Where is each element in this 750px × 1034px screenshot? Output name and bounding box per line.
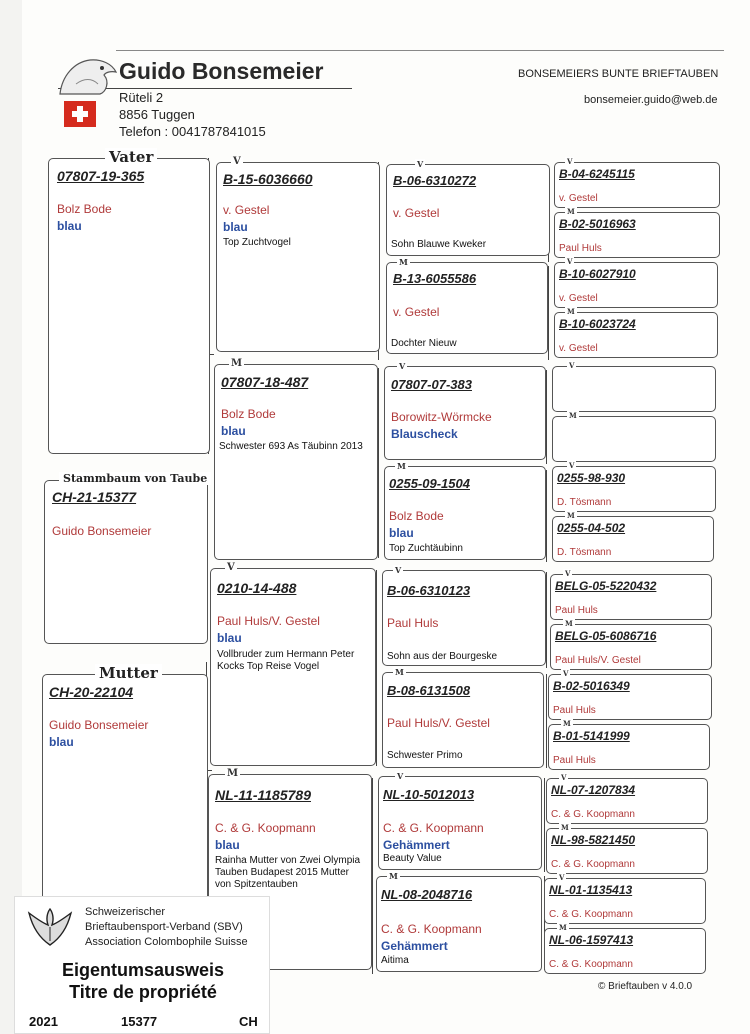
- gen4-ring: BELG-05-5220432: [555, 579, 657, 593]
- gen3-breeder: Borowitz-Wörmcke: [391, 410, 492, 424]
- connector: [546, 572, 547, 668]
- gen4-box-7: [552, 511, 714, 562]
- sex-tag-v: V: [567, 157, 573, 166]
- gen4-ring: B-01-5141999: [553, 729, 630, 743]
- gen4-ring: NL-07-1207834: [551, 783, 636, 797]
- gen4-box-9: [550, 619, 712, 670]
- gen3-breeder: v. Gestel: [393, 305, 440, 319]
- gen2-breeder: C. & G. Koopmann: [215, 821, 316, 835]
- gen4-box-13: [546, 823, 708, 874]
- address-phone: Telefon : 0041787841015: [119, 124, 266, 139]
- gen4-breeder: C. & G. Koopmann: [549, 959, 633, 970]
- sex-tag-m: M: [559, 923, 567, 932]
- connector: [546, 674, 547, 768]
- sex-tag-v: V: [561, 773, 567, 782]
- gen4-breeder: C. & G. Koopmann: [551, 809, 635, 820]
- card-org-2: Brieftaubensport-Verband (SBV): [85, 921, 243, 933]
- sex-tag-v: V: [227, 562, 235, 573]
- gen3-note: Sohn Blauwe Kweker: [391, 239, 487, 250]
- sire-breeder: Bolz Bode: [57, 202, 112, 216]
- gen4-box-3: [554, 307, 718, 358]
- sex-tag-m: M: [567, 511, 575, 520]
- address-street: Rüteli 2: [119, 90, 164, 105]
- gen4-ring: NL-06-1597413: [549, 933, 634, 947]
- email: bonsemeier.guido@web.de: [584, 94, 718, 106]
- sex-tag-m: M: [399, 257, 408, 267]
- address-city: 8856 Tuggen: [119, 107, 195, 122]
- gen2-breeder: Paul Huls/V. Gestel: [217, 614, 320, 628]
- gen4-box-10: [548, 669, 712, 720]
- gen4-ring: B-02-5016349: [553, 679, 630, 693]
- gen3-color: blau: [389, 526, 414, 540]
- sex-tag-m: M: [561, 823, 569, 832]
- gen4-ring: B-02-5016963: [559, 217, 636, 231]
- sex-tag-m: M: [565, 619, 573, 628]
- gen3-box-7: [376, 871, 542, 972]
- gen2-box-1: [214, 358, 378, 560]
- gen3-ring: 0255-09-1504: [389, 476, 470, 491]
- gen3-ring: NL-08-2048716: [381, 887, 473, 902]
- gen3-note: Sohn aus der Bourgeske: [387, 651, 498, 662]
- card-org-1: Schweizerischer: [85, 906, 166, 918]
- sex-tag-m: M: [567, 307, 575, 316]
- gen4-breeder: Paul Huls: [553, 755, 596, 766]
- sex-tag-v: V: [559, 873, 565, 882]
- sex-tag-v: V: [417, 159, 424, 169]
- gen4-ring: B-04-6245115: [559, 167, 635, 181]
- gen2-color: blau: [223, 220, 248, 234]
- dam-breeder: Guido Bonsemeier: [49, 718, 149, 732]
- gen2-note: Vollbruder zum Hermann Peter Kocks Top Reise Vogel: [217, 649, 355, 672]
- sex-tag-m: M: [231, 358, 243, 369]
- gen4-breeder: Paul Huls: [555, 605, 598, 616]
- gen4-box-4: [552, 361, 716, 412]
- gen4-ring: NL-01-1135413: [549, 883, 633, 897]
- gen2-note: Rainha Mutter von Zwei Olympia Tauben Budapest 2015 Mutter von Spitzentauben: [215, 855, 361, 890]
- connector: [544, 778, 545, 872]
- gen4-box-12: [546, 773, 708, 824]
- gen4-box-5: [552, 411, 716, 462]
- gen2-box-0: [216, 156, 380, 352]
- gen3-note: Beauty Value: [383, 853, 442, 864]
- gen4-ring: B-10-6023724: [559, 317, 636, 331]
- gen4-breeder: v. Gestel: [559, 193, 598, 204]
- gen3-note: Dochter Nieuw: [391, 338, 457, 349]
- gen3-color: Gehämmert: [383, 838, 450, 852]
- sex-tag-m: M: [567, 207, 575, 216]
- loft-name: BONSEMEIERS BUNTE BRIEFTAUBEN: [518, 68, 719, 80]
- gen3-ring: NL-10-5012013: [383, 787, 475, 802]
- gen3-box-4: [382, 565, 546, 666]
- gen4-breeder: D. Tösmann: [557, 497, 612, 508]
- gen4-box-2: [554, 257, 718, 308]
- pigeon-box: [44, 472, 208, 644]
- sex-tag-v: V: [395, 565, 402, 575]
- gen2-note: Top Zuchtvogel: [223, 237, 291, 248]
- sex-tag-v: V: [399, 361, 406, 371]
- sire-box: [48, 148, 210, 454]
- gen3-box-6: [378, 771, 542, 870]
- pigeon-ring: CH-21-15377: [52, 489, 137, 505]
- gen2-ring: 07807-18-487: [221, 374, 309, 390]
- sire-color: blau: [57, 219, 82, 233]
- gen4-ring: 0255-04-502: [557, 521, 626, 535]
- card-year: 2021: [29, 1014, 58, 1029]
- gen4-breeder: Paul Huls: [559, 243, 602, 254]
- gen3-box-3: [384, 461, 546, 560]
- card-title-de: Eigentumsausweis: [61, 960, 225, 980]
- gen3-breeder: v. Gestel: [393, 206, 440, 220]
- gen3-breeder: Paul Huls: [387, 616, 439, 630]
- sex-tag-m: M: [397, 461, 406, 471]
- dove-emblem-icon: [27, 907, 73, 947]
- connector: [376, 570, 377, 766]
- gen3-note: Schwester Primo: [387, 750, 463, 761]
- gen4-breeder: C. & G. Koopmann: [551, 859, 635, 870]
- card-org-3: Association Colombophile Suisse: [85, 936, 248, 948]
- gen3-color: Gehämmert: [381, 939, 448, 953]
- gen4-box-1: [554, 207, 720, 258]
- card-number: 15377: [121, 1014, 158, 1029]
- sex-tag-m: M: [389, 871, 398, 881]
- gen3-breeder: C. & G. Koopmann: [383, 821, 484, 835]
- gen2-ring: NL-11-1185789: [215, 787, 311, 803]
- connector: [372, 778, 373, 974]
- gen2-ring: 0210-14-488: [217, 580, 297, 596]
- connector: [546, 370, 547, 464]
- gen3-ring: B-08-6131508: [387, 683, 471, 698]
- sex-tag-m: M: [563, 719, 571, 728]
- gen3-note: Top Zuchtäubinn: [389, 543, 463, 554]
- gen3-ring: B-06-6310272: [393, 173, 477, 188]
- sire-ring: 07807-19-365: [57, 168, 145, 184]
- sex-tag-m: M: [569, 411, 577, 420]
- gen2-color: blau: [215, 838, 240, 852]
- swiss-flag: [64, 101, 96, 127]
- gen3-box-2: [384, 361, 546, 460]
- gen4-breeder: Paul Huls/V. Gestel: [555, 655, 641, 666]
- gen4-breeder: Paul Huls: [553, 705, 596, 716]
- sire-title: Vater: [105, 148, 157, 166]
- gen4-breeder: v. Gestel: [559, 293, 598, 304]
- card-country: CH: [239, 1014, 258, 1029]
- gen4-box-15: [544, 923, 706, 974]
- gen4-box-6: [552, 461, 716, 512]
- sex-tag-m: M: [395, 667, 404, 677]
- gen4-breeder: C. & G. Koopmann: [549, 909, 633, 920]
- gen2-breeder: Bolz Bode: [221, 407, 276, 421]
- ownership-card: [14, 896, 270, 1034]
- dam-title: Mutter: [95, 664, 162, 682]
- gen2-color: blau: [217, 631, 242, 645]
- gen4-breeder: D. Tösmann: [557, 547, 612, 558]
- gen4-box-14: [544, 873, 706, 924]
- gen2-breeder: v. Gestel: [223, 203, 270, 217]
- gen3-ring: 07807-07-383: [391, 377, 472, 392]
- gen3-breeder: Bolz Bode: [389, 509, 444, 523]
- gen4-ring: B-10-6027910: [559, 267, 636, 281]
- copyright: © Brieftauben v 4.0.0: [598, 981, 693, 992]
- pigeon-title: Stammbaum von Taube: [59, 472, 211, 485]
- gen2-ring: B-15-6036660: [223, 171, 313, 187]
- gen2-note: Schwester 693 As Täubinn 2013: [219, 441, 363, 452]
- gen2-color: blau: [221, 424, 246, 438]
- card-title-fr: Titre de propriété: [69, 982, 217, 1002]
- gen3-note: Aitima: [381, 955, 409, 966]
- gen4-ring: BELG-05-6086716: [555, 629, 657, 643]
- sex-tag-m: M: [227, 768, 239, 779]
- sex-tag-v: V: [565, 569, 571, 578]
- gen3-ring: B-13-6055586: [393, 271, 477, 286]
- gen4-box-8: [550, 569, 712, 620]
- gen4-box-0: [554, 157, 720, 208]
- gen4-ring: NL-98-5821450: [551, 833, 636, 847]
- connector: [546, 470, 547, 562]
- dam-color: blau: [49, 735, 74, 749]
- flag-cross-h: [72, 111, 88, 117]
- sex-tag-v: V: [233, 156, 241, 167]
- connector: [548, 266, 549, 360]
- gen3-color: Blauscheck: [391, 427, 458, 441]
- sex-tag-v: V: [563, 669, 569, 678]
- gen3-box-1: [386, 257, 548, 354]
- breeder-name: Guido Bonsemeier: [119, 58, 324, 84]
- gen3-breeder: Paul Huls/V. Gestel: [387, 716, 490, 730]
- dam-ring: CH-20-22104: [49, 684, 134, 700]
- gen4-breeder: v. Gestel: [559, 343, 598, 354]
- gen3-box-5: [382, 667, 544, 768]
- pigeon-head-logo: [56, 54, 118, 96]
- sex-tag-v: V: [397, 771, 404, 781]
- gen3-breeder: C. & G. Koopmann: [381, 922, 482, 936]
- connector: [378, 368, 379, 558]
- sex-tag-v: V: [567, 257, 573, 266]
- gen3-box-0: [386, 159, 550, 256]
- header-line-right: [116, 50, 724, 51]
- gen4-ring: 0255-98-930: [557, 471, 626, 485]
- gen4-box-11: [548, 719, 710, 770]
- sex-tag-v: V: [569, 461, 575, 470]
- gen2-box-2: [210, 562, 376, 766]
- sex-tag-v: V: [569, 361, 575, 370]
- gen3-ring: B-06-6310123: [387, 583, 471, 598]
- pigeon-breeder: Guido Bonsemeier: [52, 524, 152, 538]
